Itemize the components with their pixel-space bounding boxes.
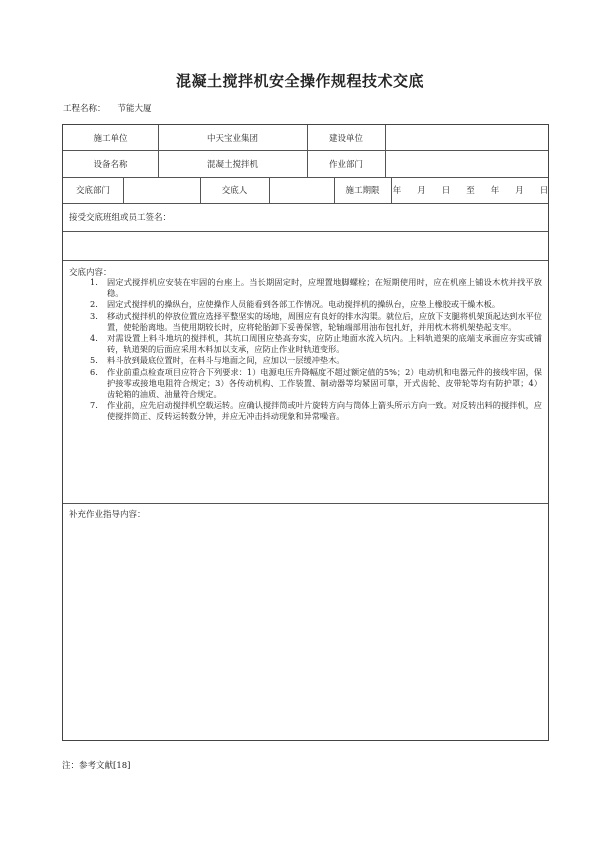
content-label: 交底内容： [69,268,112,278]
handover-person-label: 交底人 [221,186,248,196]
row-divider [63,231,548,232]
date-year: 年 [392,186,402,196]
list-item: 4. 对需设置上料斗地坑的搅拌机，其坑口周围应垫高夯实，应防止地面水流入坑内。上料轨道架的底端支承面应夯实或铺砖，轨道架的后面应采用木料加以支承，应防止作业时轨道变形。 [90,333,542,355]
list-item: 2. 固定式搅拌机的操纵台，应使操作人员能看到各部工作情况。电动搅拌机的操纵台，应垫上橡胶或干燥木板。 [90,299,501,310]
date-to: 至 [466,186,475,196]
operation-dept-value [385,150,550,177]
content-list [63,277,550,423]
list-item: 7. 作业前，应先启动搅拌机空载运转。应确认搅拌筒或叶片旋转方向与筒体上箭头所示方向一致。对反转出料的搅拌机，应使搅拌筒正、反转运转数分钟，并应无冲击抖动现象和异常噪音。 [90,400,542,422]
list-item: 3. 移动式搅拌机的停放位置应选择平整坚实的场地，周围应有良好的排水沟渠。就位后，应放下支腿将机架顶起达到水平位置，使轮胎离地。当使用期较长时，应将轮胎卸下妥善保管，轮轴端部用油布包扎好，并用枕木将机架垫起支牢。 [90,310,542,332]
date-month: 月 [417,186,426,196]
date-day: 日 [441,186,451,196]
signature-label: 接受交底班组或员工签名： [69,213,172,223]
construction-unit-value: 中天宝业集团 [206,133,258,144]
list-item: 6. 作业前重点检查项目应符合下列要求：1）电源电压升降幅度不超过额定值的5%；2）电动机和电器元件的接线牢固，保护接零或接地电阻符合规定；3）各传动机构、工作装置、制动器等均紧固可靠，开式齿轮、皮带轮等均有防护罩；4）齿轮箱的油质、油量符合规定。 [90,366,542,400]
list-item: 5. 料斗放到最底位置时，在料斗与地面之间，应加以一层缓冲垫木。 [90,355,345,366]
period-dates [391,177,550,203]
footer-note: 注：参考文献[18] [62,761,131,771]
period-label: 施工期限 [345,186,380,196]
equipment-label: 设备名称 [93,159,128,170]
handover-dept-value [123,177,200,203]
construction-unit-label: 施工单位 [93,133,128,144]
date-month-end: 月 [515,186,524,196]
project-name: 节能大厦 [117,104,152,114]
handover-form [62,124,549,741]
owner-unit-value [385,125,550,150]
date-year-end: 年 [490,186,500,196]
row-divider [63,503,548,504]
page-title: 混凝土搅拌机安全操作规程技术交底 [175,72,424,90]
owner-unit-label: 建设单位 [328,133,363,144]
list-item: 1. 固定式搅拌机应安装在牢固的台座上。当长期固定时，应埋置地脚螺栓；在短期使用时，应在机座上铺设木枕并找平放稳。 [90,277,542,299]
project-line [63,102,152,114]
handover-dept-label: 交底部门 [75,186,110,196]
date-day-end: 日 [539,186,549,196]
equipment-value: 混凝土搅拌机 [206,159,258,170]
supplement-label: 补充作业指导内容： [69,510,146,520]
operation-dept-label: 作业部门 [328,159,363,170]
row-divider [63,203,548,204]
handover-person-value [269,177,334,203]
row-divider [63,260,548,261]
project-label: 工程名称： [63,104,106,114]
